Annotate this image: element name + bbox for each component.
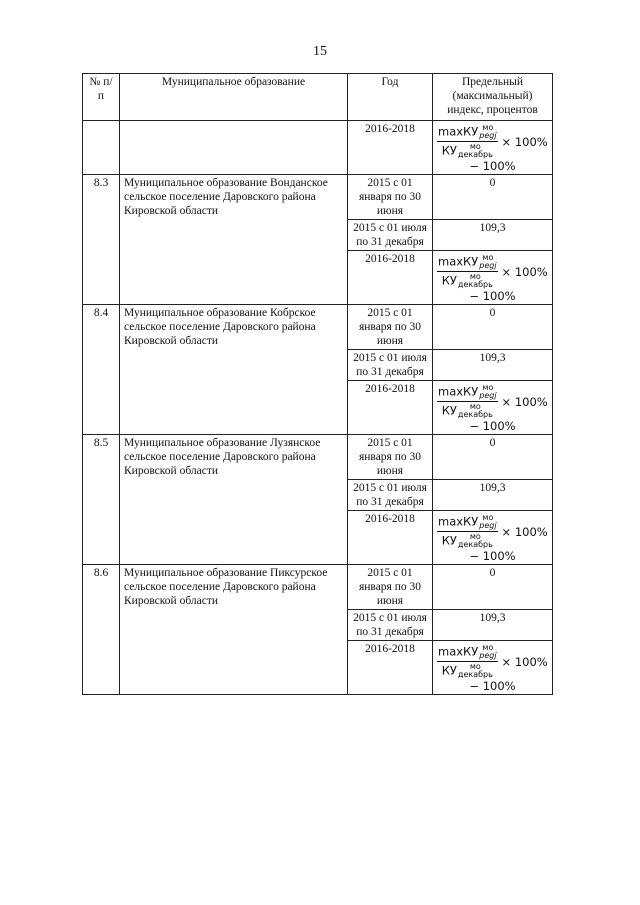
formula-num-sup: мо — [482, 513, 494, 522]
formula-num-sub: pegj — [479, 131, 497, 140]
row-number: 8.5 — [83, 435, 120, 565]
index-value: 109,3 — [433, 610, 553, 641]
index-formula-cell — [433, 251, 553, 305]
formula-den-sup: мо — [469, 662, 481, 671]
header-num: № п/п — [83, 74, 120, 121]
row-year: 2016-2018 — [348, 511, 433, 565]
formula-num-sup: мо — [482, 123, 494, 132]
formula-times: × 100% — [501, 264, 548, 279]
formula-minus: − 100% — [469, 419, 516, 433]
table-header-row — [83, 74, 553, 121]
formula-num-sub: pegj — [479, 391, 497, 400]
index-value: 109,3 — [433, 350, 553, 381]
formula-numerator: maxКУ — [438, 254, 479, 269]
municipality-name: Муниципальное образование Кобрское сельское поселение Даровского района Кировской области — [120, 305, 348, 435]
table-row — [83, 305, 553, 350]
formula-minus: − 100% — [469, 679, 516, 693]
formula-den-sub: декабрь — [457, 540, 493, 549]
index-formula — [437, 252, 548, 303]
formula-times: × 100% — [501, 654, 548, 669]
formula-minus: − 100% — [469, 289, 516, 303]
formula-times: × 100% — [501, 134, 548, 149]
row-year: 2016-2018 — [348, 251, 433, 305]
row-number: 8.4 — [83, 305, 120, 435]
municipality-name: Муниципальное образование Лузянское сельское поселение Даровского района Кировской области — [120, 435, 348, 565]
header-index: Предельный (максимальный) индекс, процентов — [433, 74, 553, 121]
municipality-name: Муниципальное образование Вонданское сельское поселение Даровского района Кировской области — [120, 175, 348, 305]
row-number: 8.6 — [83, 565, 120, 695]
tariff-index-table — [82, 73, 553, 695]
row-year: 2015 с 01 января по 30 июня — [348, 305, 433, 350]
row-year: 2015 с 01 июля по 31 декабря — [348, 220, 433, 251]
index-value: 109,3 — [433, 220, 553, 251]
row-year: 2016-2018 — [348, 381, 433, 435]
row-year: 2015 с 01 января по 30 июня — [348, 565, 433, 610]
formula-den-sub: декабрь — [457, 280, 493, 289]
formula-numerator: maxКУ — [438, 384, 479, 399]
index-formula — [437, 122, 548, 173]
index-formula — [437, 642, 548, 693]
formula-num-sub: pegj — [479, 521, 497, 530]
index-value: 0 — [433, 305, 553, 350]
formula-den-sub: декабрь — [457, 670, 493, 679]
index-formula — [437, 512, 548, 563]
row-year: 2015 с 01 июля по 31 декабря — [348, 610, 433, 641]
formula-minus: − 100% — [469, 159, 516, 173]
table-row — [83, 565, 553, 610]
index-value: 0 — [433, 435, 553, 480]
index-value: 0 — [433, 565, 553, 610]
formula-denominator: КУ — [441, 663, 457, 678]
formula-minus: − 100% — [469, 549, 516, 563]
row-year: 2016-2018 — [348, 641, 433, 695]
municipality-name: Муниципальное образование Пиксурское сельское поселение Даровского района Кировской области — [120, 565, 348, 695]
index-formula — [437, 382, 548, 433]
index-formula-cell — [433, 641, 553, 695]
table-row — [83, 121, 553, 175]
row-year: 2015 с 01 января по 30 июня — [348, 435, 433, 480]
page-number: 15 — [313, 44, 327, 59]
formula-den-sup: мо — [469, 142, 481, 151]
index-value: 0 — [433, 175, 553, 220]
index-formula-cell — [433, 121, 553, 175]
formula-numerator: maxКУ — [438, 514, 479, 529]
formula-den-sup: мо — [469, 532, 481, 541]
formula-den-sup: мо — [469, 402, 481, 411]
formula-num-sub: pegj — [479, 261, 497, 270]
formula-numerator: maxКУ — [438, 124, 479, 139]
row-year: 2015 с 01 июля по 31 декабря — [348, 480, 433, 511]
formula-num-sup: мо — [482, 643, 494, 652]
formula-denominator: КУ — [441, 273, 457, 288]
row-num-empty — [83, 121, 120, 175]
formula-den-sub: декабрь — [457, 410, 493, 419]
row-year: 2015 с 01 января по 30 июня — [348, 175, 433, 220]
formula-numerator: maxКУ — [438, 644, 479, 659]
row-year: 2016-2018 — [348, 121, 433, 175]
formula-denominator: КУ — [441, 533, 457, 548]
row-number: 8.3 — [83, 175, 120, 305]
formula-num-sub: pegj — [479, 651, 497, 660]
index-value: 109,3 — [433, 480, 553, 511]
formula-times: × 100% — [501, 524, 548, 539]
formula-den-sub: декабрь — [457, 150, 493, 159]
row-year: 2015 с 01 июля по 31 декабря — [348, 350, 433, 381]
table-row — [83, 175, 553, 220]
index-formula-cell — [433, 381, 553, 435]
formula-denominator: КУ — [441, 143, 457, 158]
table-body — [83, 121, 553, 695]
formula-denominator: КУ — [441, 403, 457, 418]
index-formula-cell — [433, 511, 553, 565]
formula-times: × 100% — [501, 394, 548, 409]
table-row — [83, 435, 553, 480]
formula-num-sup: мо — [482, 253, 494, 262]
row-name-empty — [120, 121, 348, 175]
header-municipality: Муниципальное образование — [120, 74, 348, 121]
formula-den-sup: мо — [469, 272, 481, 281]
header-year: Год — [348, 74, 433, 121]
formula-num-sup: мо — [482, 383, 494, 392]
